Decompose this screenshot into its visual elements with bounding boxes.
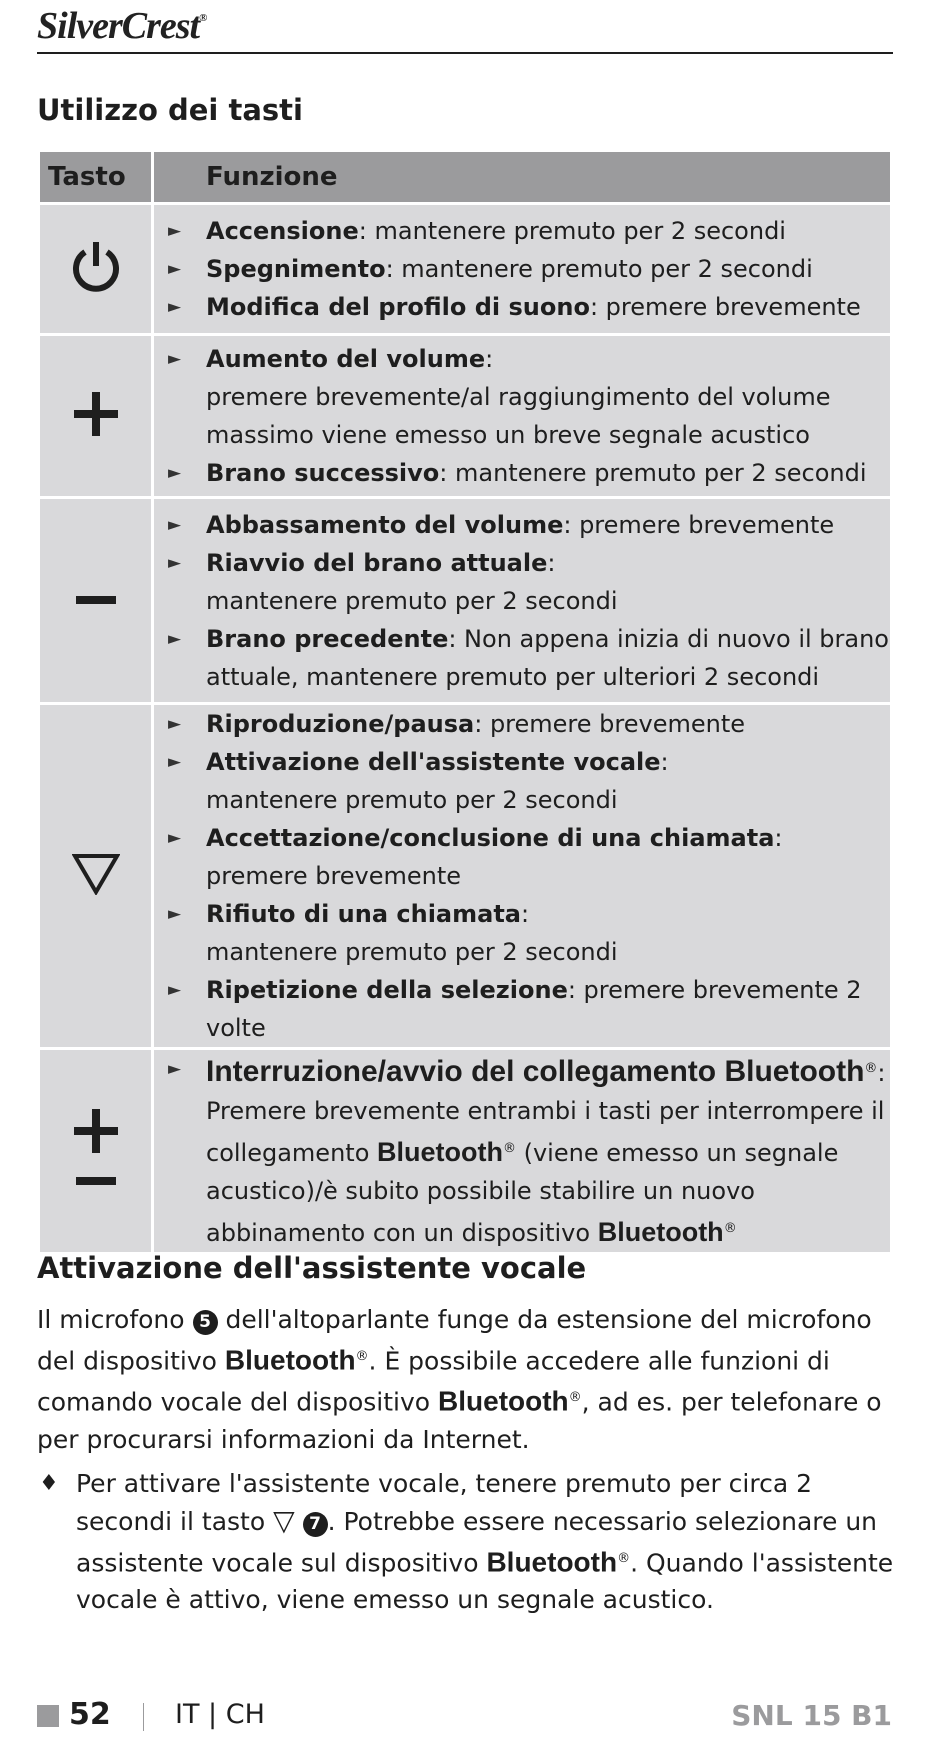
table-row [39,204,892,335]
header-function: Funzione [153,151,892,204]
arrow-icon: ► [168,828,182,848]
function-cell [153,498,892,704]
arrow-icon: ► [168,552,182,573]
arrow-icon: ► [168,714,182,734]
list-item [154,250,890,288]
item-continuation: mantenere premuto per 2 secondi [206,786,618,814]
item-text: : Non appena inizia di nuovo il brano attuale, mantenere premuto per ulteriori 2 secondi [206,624,889,691]
footer-language: IT | CH [175,1699,265,1730]
item-bold: Accensione [206,217,359,245]
arrow-icon: ► [168,297,182,317]
item-text: (viene emesso un segnale acustico)/è subito possibile stabilire un nuovo abbinamento con un dispositivo [206,1139,839,1247]
voice-assistant-paragraph [37,1301,897,1458]
header-key: Tasto [39,151,153,204]
item-bold: Modifica del profilo di suono [206,293,590,321]
list-item [154,454,890,492]
list-item [154,1050,890,1252]
instruction-bullet [37,1465,898,1618]
list-item [154,212,890,250]
brand-name: SilverCrest [37,5,200,47]
reg-mark: ® [864,1061,878,1076]
triangle-down-icon [72,853,120,895]
item-continuation: mantenere premuto per 2 secondi [206,938,618,966]
section-title-buttons: Utilizzo dei tasti [37,93,303,127]
table-row [39,335,892,498]
item-bold: Riproduzione/pausa [206,710,475,738]
callout-number: 7 [303,1512,328,1537]
section-title-voice-assistant: Attivazione dell'assistente vocale [37,1251,587,1285]
item-continuation: premere brevemente [206,862,462,890]
para-text: dell'altoparlante funge da estensione del microfono del dispositivo [37,1305,872,1376]
item-bold: Accettazione/conclusione di una chiamata [206,824,775,852]
item-text: : mantenere premuto per 2 secondi [358,217,786,245]
model-number: SNL 15 B1 [731,1699,892,1732]
key-cell-plus [39,335,153,498]
diamond-bullet-icon: ♦ [39,1471,59,1496]
bullet-text: . Potrebbe essere necessario selezionare un assistente vocale sul dispositivo [76,1507,878,1578]
bullet-text: . Quando l'assistente vocale è attivo, viene emesso un segnale acustico. [76,1548,894,1615]
key-cell-plus-minus [39,1049,153,1254]
triangle-down-icon: ▽ [273,1504,295,1537]
function-cell [153,1049,892,1254]
arrow-icon: ► [168,752,182,772]
table-row [39,704,892,1049]
bluetooth-word: Bluetooth [224,1344,356,1376]
callout-number: 5 [193,1310,218,1335]
item-text: : [547,548,556,577]
footer-square [37,1705,59,1727]
arrow-icon: ► [168,904,182,924]
item-text: : premere brevemente 2 volte [206,976,862,1042]
table-row [39,498,892,704]
reg-mark: ® [723,1221,737,1236]
brand-reg: ® [199,12,207,24]
item-bold: Ripetizione della selezione [206,976,568,1004]
key-cell-minus [39,498,153,704]
item-text: : [485,345,494,373]
para-text: . È possibile accedere alle funzioni di comando vocale del dispositivo [37,1346,830,1417]
item-bold: Rifiuto di una chiamata [206,900,521,928]
item-text: : [521,900,530,928]
para-text: , ad es. per telefonare o per procurarsi informazioni da Internet. [37,1387,882,1454]
list-item [154,819,890,895]
item-bold: Spegnimento [206,255,386,283]
item-bold: Attivazione dell'assistente vocale [206,748,661,776]
header-rule [37,52,893,54]
reg-mark: ® [502,1141,516,1156]
item-text: : premere brevemente [563,510,835,539]
list-item [154,620,890,696]
function-cell [153,704,892,1049]
bullet-text: Per attivare l'assistente vocale, tenere premuto per circa 2 secondi il tasto [76,1469,813,1536]
item-continuation: premere brevemente/al raggiungimento del volume massimo viene emesso un breve segnale acustico [206,383,831,449]
plus-minus-icon [74,1109,118,1189]
bluetooth-word: Bluetooth [597,1217,724,1247]
page-number: 52 [69,1697,111,1732]
item-text: : Premere brevemente entrambi i tasti per interrompere il collegamento [206,1059,886,1167]
plus-icon [74,392,118,436]
power-icon [70,239,122,295]
item-bold: Brano precedente [206,624,449,653]
footer-divider [143,1703,144,1731]
reg-mark: ® [355,1349,369,1364]
bluetooth-word: Bluetooth [486,1546,618,1578]
arrow-icon: ► [168,1059,182,1079]
key-cell-play [39,704,153,1049]
table-header-row [39,151,892,204]
arrow-icon: ► [168,259,182,279]
key-cell-power [39,204,153,335]
minus-icon [76,596,116,606]
function-cell [153,204,892,335]
list-item [154,340,890,454]
list-item [154,971,890,1047]
arrow-icon: ► [168,463,182,483]
item-bold: Brano successivo [206,459,440,487]
item-bold: Abbassamento del volume [206,510,564,539]
arrow-icon: ► [168,514,182,535]
item-bold: Interruzione/avvio del collegamento Bluetooth [206,1055,865,1088]
list-item [154,743,890,819]
table-row [39,1049,892,1254]
function-cell [153,335,892,498]
bluetooth-word: Bluetooth [438,1385,569,1417]
arrow-icon: ► [168,980,182,1000]
arrow-icon: ► [168,628,182,649]
item-text: : premere brevemente [589,293,861,321]
button-function-table [37,149,893,1255]
bluetooth-word: Bluetooth [377,1137,503,1167]
item-text: : mantenere premuto per 2 secondi [439,459,867,487]
arrow-icon: ► [168,221,182,241]
list-item [154,895,890,971]
para-text: Il microfono [37,1305,193,1334]
item-continuation: mantenere premuto per 2 secondi [206,586,618,615]
item-text: : [774,824,783,852]
list-item [154,705,890,743]
item-text: : premere brevemente [474,710,746,738]
brand-logo [37,4,206,48]
item-bold: Riavvio del brano attuale [206,548,548,577]
item-bold: Aumento del volume [206,345,486,373]
list-item [154,506,890,544]
list-item [154,544,890,620]
item-text: : [660,748,669,776]
list-item [154,288,890,326]
reg-mark: ® [568,1390,582,1406]
reg-mark: ® [617,1551,631,1566]
item-text: : mantenere premuto per 2 secondi [385,255,813,283]
arrow-icon: ► [168,349,182,369]
